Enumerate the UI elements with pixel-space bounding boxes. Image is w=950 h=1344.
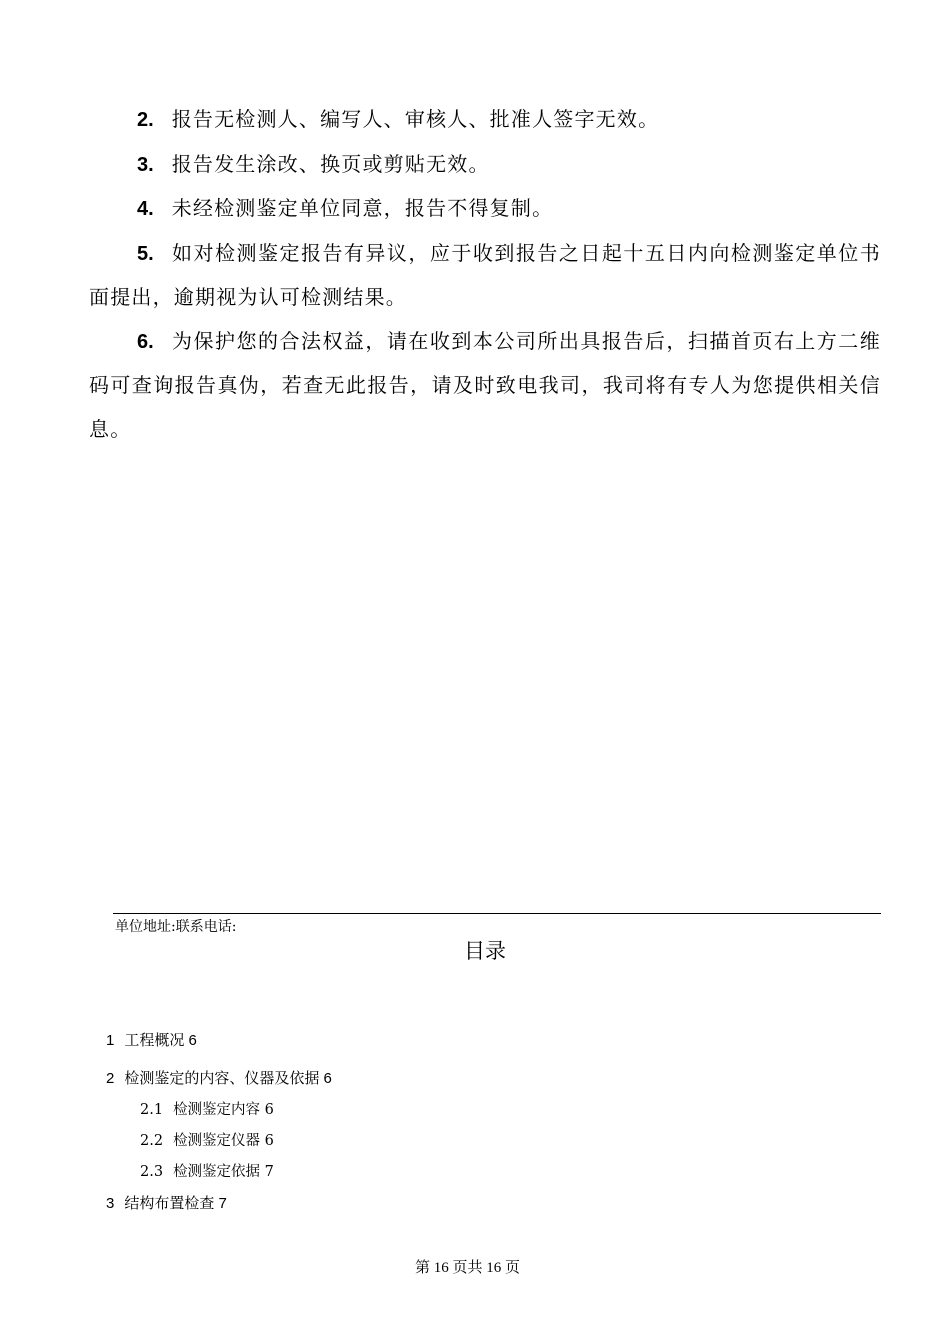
- toc-entry[interactable]: [106, 1193, 227, 1215]
- note-item: [89, 187, 881, 232]
- footer-divider: [113, 913, 881, 914]
- toc-entry-number: 2.3: [140, 1164, 164, 1180]
- note-item: [89, 143, 881, 188]
- note-number: 3.: [137, 153, 154, 176]
- note-number: 5.: [137, 242, 154, 265]
- toc-entry[interactable]: [140, 1161, 274, 1183]
- note-text: 如对检测鉴定报告有异议，应于收到报告之日起十五日内向检测鉴定单位书面提出，逾期视为认可检测结果。: [89, 240, 881, 309]
- toc-entry-label: 检测鉴定仪器 6: [173, 1133, 274, 1149]
- toc-entry-label: 检测鉴定的内容、仪器及依据 6: [124, 1070, 332, 1087]
- toc-entry-label: 结构布置检查 7: [124, 1195, 227, 1212]
- toc-entry-number: 1: [106, 1032, 115, 1049]
- toc-entry[interactable]: [106, 1030, 197, 1052]
- toc-entry-label: 检测鉴定依据 7: [173, 1164, 274, 1180]
- note-text: 报告无检测人、编写人、审核人、批准人签字无效。: [171, 107, 660, 131]
- toc-entry-label: 检测鉴定内容 6: [173, 1102, 274, 1118]
- note-item: [89, 320, 881, 452]
- note-number: 6.: [137, 330, 154, 353]
- note-item: [89, 98, 881, 143]
- toc-entry-number: 3: [106, 1195, 115, 1212]
- page-number: 第 16 页共 16 页: [414, 1260, 520, 1276]
- toc-entry[interactable]: [106, 1068, 332, 1090]
- toc-entry-number: 2: [106, 1070, 115, 1087]
- note-text: 报告发生涂改、换页或剪贴无效。: [171, 151, 490, 176]
- toc-entry-number: 2.2: [140, 1133, 164, 1149]
- toc-entry[interactable]: [140, 1099, 274, 1121]
- toc-entry-number: 2.1: [140, 1102, 164, 1118]
- note-text: 为保护您的合法权益，请在收到本公司所出具报告后，扫描首页右上方二维码可查询报告真伪，若查无此报告，请及时致电我司，我司将有专人为您提供相关信息。: [89, 328, 881, 441]
- note-item: [89, 232, 881, 320]
- toc-title: 目录: [464, 939, 506, 963]
- toc-entry[interactable]: [140, 1130, 274, 1152]
- toc-entry-label: 工程概况 6: [124, 1032, 197, 1049]
- note-number: 4.: [137, 198, 154, 220]
- note-number: 2.: [137, 109, 154, 131]
- report-notes: [89, 98, 881, 451]
- footer-address: 单位地址:联系电话:: [115, 919, 237, 935]
- note-text: 未经检测鉴定单位同意，报告不得复制。: [171, 196, 554, 220]
